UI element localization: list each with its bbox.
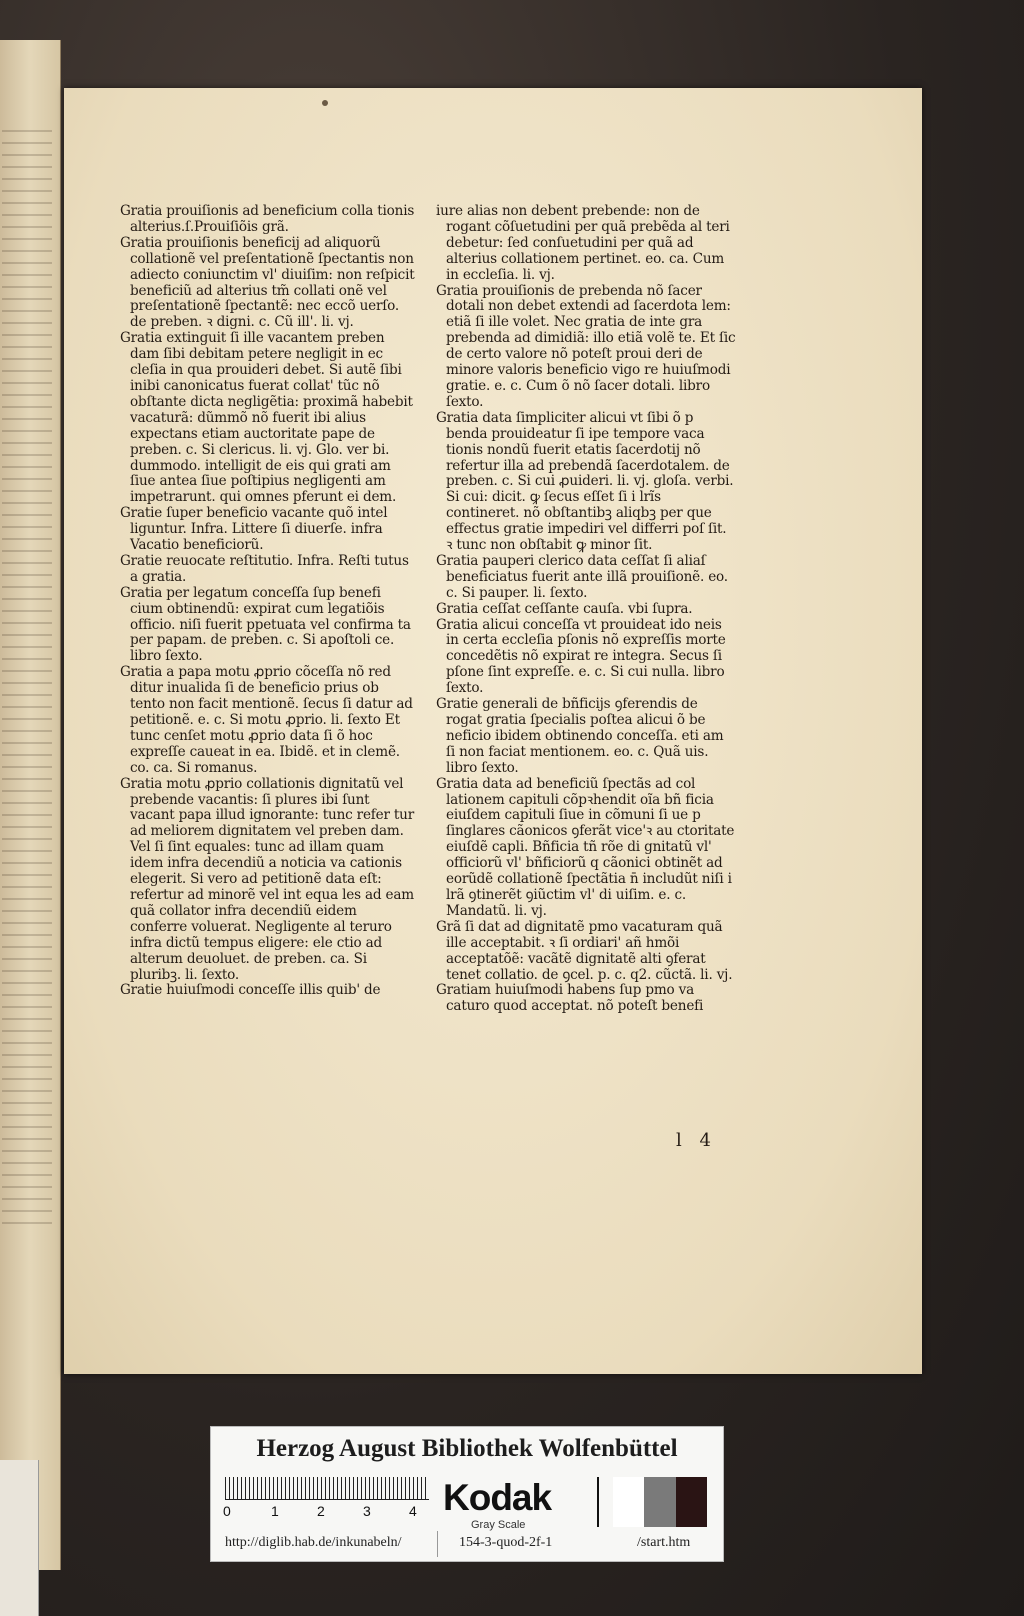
- register-entry: Gratia alicui conceſſa vt prouideat ido neis in certa eccleſia pſonis nõ expreſſis morte concedẽtis nõ expirat re integra. Secus ſi pſone ſint expreſſe. e. c. Si cui nulla. libro ſexto.: [436, 616, 726, 697]
- gray-patch: [676, 1477, 707, 1527]
- kodak-logo: Kodak: [443, 1477, 552, 1518]
- register-entry: Gratia data ſimpliciter alicui vt ſibi õ p benda prouideatur ſi ipe tempore vaca tionis nondũ fuerit etatis ſacerdotij nõ refertur illa ad prebendã ſacerdotalem. de preben. c. Si cui ꝓuideri. li. vj. gloſa. verbi. Si cui: dicit. ꝙ ſecus eſſet ſi i lrĩs contineret. nõ obſtantibꝫ aliqbꝫ per que effectus gratie impediri vel differri poſ ſit. ꝛ tunc non obſtabit ꝙ minor ſit.: [436, 409, 734, 554]
- library-name: Herzog August Bibliothek Wolfenbüttel: [256, 1435, 678, 1462]
- register-entry: Gratia prouiſionis de prebenda nõ ſacer dotali non debet extendi ad ſacerdota lem: etiã ſi ille volet. Nec gratia de inte gra prebenda ad dimidiã: illo etiã volẽ te. Et ſic de certo valore nõ poteſt proui deri de minore valoris beneficio vigo re huiuſmodi gratie. e. c. Cum õ nõ ſacer dotali. libro ſexto.: [436, 282, 736, 410]
- register-entry: Gratia ceſſat ceſſante cauſa. vbi ſupra.: [436, 600, 693, 617]
- register-entry: Gratia prouiſionis ad beneficium colla tionis alterius.ſ.Prouiſiõis grã.: [120, 203, 415, 235]
- gray-scale-patches: [613, 1477, 707, 1527]
- ruler-numbers: [223, 1503, 443, 1521]
- register-entry: Gratia data ad beneficiũ ſpectãs ad col lationem capituli cõpꝛhendit oĩa bñ ficia eiuſdem capituli ſiue in cõmuni ſi ue p ſinglares cãonicos ꝯferãt vice'ꝛ au ctoritate eiuſdẽ capli. Bñficia tñ rõe di gnitatũ vl' officiorũ vl' bñficiorũ q cãonici obtinẽt ad eorũdẽ collationẽ ſpectãtia n̄ includũt niſi i lrã ꝯtinerẽt ꝯiũctim vl' di uiſim. e. c. Mandatũ. li. vj.: [436, 775, 735, 919]
- previous-leaf-edge: [0, 40, 61, 1570]
- register-entry: Gratia motu ꝓprio collationis dignitatũ vel prebende vacantis: ſi plures ibi ſunt vacant papa illud ignorante: tunc refer tur ad meliorem dignitatem vel preben dam. Vel ſi ſint equales: tunc ad illam quam idem infra decendiũ a noticia va cationis elegerit. Si vero ad petitionẽ data eſt: refertur ad minorẽ vel int equa les ad eam quã collator infra decendiũ eidem conferre voluerat. Negligente al teruro infra dictũ tempus eligere: ele ctio ad alterum deuoluet. de preben. ca. Si pluribꝫ. li. ſexto.: [120, 775, 415, 983]
- ruler-number: 0: [223, 1503, 231, 1519]
- gray-patch: [613, 1477, 644, 1527]
- gray-scale-label: Gray Scale: [471, 1519, 526, 1531]
- start-path: /start.htm: [637, 1535, 691, 1550]
- register-entry: Gratia extinguit ſi ille vacantem preben dam ſibi debitam petere negligit in ec cleſia in qua prouideri debet. Si autẽ ſibi inibi canonicatus fuerat collat' tũc nõ obſtante dicta negligẽtia: proximã habebit vacaturã: dũmmõ nõ fuerit ibi alius expectans etiam auctoritate pape de preben. c. Si clericus. li. vj. Glo. ver bi. dummodo. intelligit de eis qui grati am ſiue antea ſiue poſtipius negligenti am impetrarunt. qui omnes pferunt ei dem.: [120, 330, 413, 506]
- register-entry: Gratia prouiſionis beneficij ad aliquorũ collationẽ vel preſentationẽ ſpectantis non adiecto coniunctim vl' diuiſim: non reſpicit beneficiũ ad alterius tm̃ collati onẽ vel preſentationẽ ſpectantẽ: nec eccõ uerſo. de preben. ꝛ digni. c. Cũ ill'. li. vj.: [120, 234, 415, 331]
- register-entry: Gratia per legatum conceſſa ſup benefi cium obtinendũ: expirat cum legatiõis officio. niſi fuerit ppetuata vel confirma ta per papam. de preben. c. Si apoſtoli ce. libro ſexto.: [120, 584, 411, 665]
- book-page: [64, 88, 922, 1374]
- previous-leaf-text-traces: [2, 130, 52, 1230]
- register-entry: Gratie generali de bñficijs ꝯferendis de rogat gratia ſpecialis poſtea alicui õ be neficio ibidem obtinendo conceſſa. eti am ſi non faciat mentionem. eo. c. Quã uis. libro ſexto.: [436, 696, 724, 776]
- register-entry: Gratie ſuper beneficio vacante quõ intel liguntur. Infra. Littere ſi diuerſe. infra Vacatio beneficiorũ.: [120, 505, 388, 554]
- folio-signature: l 4: [676, 1130, 717, 1151]
- register-entry: Gratia pauperi clerico data ceſſat ſi aliaſ beneficiatus fuerit ante illã prouiſionẽ. eo. c. Si pauper. li. ſexto.: [436, 552, 728, 601]
- ruler-number: 1: [271, 1503, 279, 1519]
- library-url: http://diglib.hab.de/inkunabeln/: [225, 1535, 402, 1550]
- ruler-number: 4: [409, 1503, 417, 1519]
- register-entry: Gratie reuocate reſtitutio. Infra. Reſti tutus a gratia.: [120, 552, 409, 585]
- ruler-number: 2: [317, 1503, 325, 1519]
- register-entry: iure alias non debent prebende: non de rogant cõſuetudini per quã prebẽda al teri debetur: ſed conſuetudini per quã ad alterius collationem pertinet. eo. ca. Cum in eccleſia. li. vj.: [436, 203, 730, 283]
- register-entry: Grã ſi dat ad dignitatẽ pmo vacaturam quã ille acceptabit. ꝛ ſi ordiari' añ hmõi acceptatõẽ: vacãtẽ dignitatẽ alti ꝯferat tenet collatio. de ꝯcel. p. c. q2. cũctã. li. vj.: [436, 918, 733, 983]
- register-entry: Gratia a papa motu ꝓprio cõceſſa nõ red ditur inualida ſi de beneficio prius ob tento non facit mentionẽ. ſecus ſi datur ad petitionẽ. e. c. Si motu ꝓprio. li. ſexto Et tunc cenſet motu ꝓprio data ſi õ hoc expreſſe caueat in ea. Ibidẽ. et in clemẽ. co. ca. Si romanus.: [120, 664, 413, 776]
- library-target-card: [210, 1426, 724, 1562]
- register-entry: Gratiam huiuſmodi habens ſup pmo va caturo quod acceptat. nõ poteſt benefi: [436, 982, 704, 1015]
- right-column: [436, 204, 736, 1015]
- left-column: [120, 204, 416, 999]
- card-separator: [597, 1477, 599, 1527]
- ink-spot: [322, 100, 328, 106]
- card-divider: [437, 1531, 438, 1557]
- scale-ruler: [225, 1477, 429, 1500]
- spine-label: [0, 1460, 39, 1616]
- gray-patch: [644, 1477, 675, 1527]
- ruler-number: 3: [363, 1503, 371, 1519]
- shelfmark: 154-3-quod-2f-1: [459, 1535, 553, 1550]
- register-entry: Gratie huiuſmodi conceſſe illis quib' de: [120, 982, 381, 999]
